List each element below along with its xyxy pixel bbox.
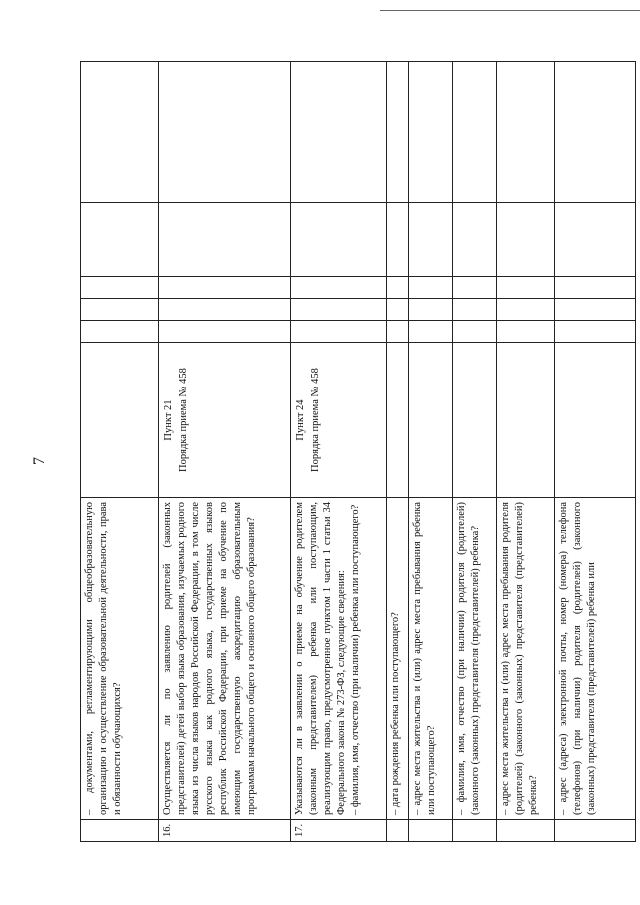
answer-no-cell xyxy=(555,299,636,321)
question-item: – фамилия, имя, отчество (при наличии) ребенка или поступающего? xyxy=(350,504,361,815)
answer-na-cell xyxy=(497,277,555,299)
note-cell xyxy=(497,203,555,277)
comment-cell xyxy=(497,62,555,203)
reference-cell xyxy=(555,343,636,498)
comment-cell xyxy=(159,62,291,203)
answer-yes-cell xyxy=(387,321,409,343)
row-number xyxy=(409,820,453,842)
table-row xyxy=(497,62,555,842)
answer-na-cell xyxy=(409,277,453,299)
question-text: Осуществляется ли по заявлению родителей (законных представителей) детей выбор языка образования, изучаемых родного языка из числа языков народов Российской Федерации, в том числе русского языка как родного языка, государственных языков республик Российской Федерации, при приеме на обучение по имеющим государственную аккредитацию образовательным программам начального общего и основного общего образования? xyxy=(159,498,291,820)
row-number: 17. xyxy=(291,820,387,842)
answer-na-cell xyxy=(387,277,409,299)
note-cell xyxy=(555,203,636,277)
comment-cell xyxy=(409,62,453,203)
answer-na-cell xyxy=(81,277,159,299)
checklist-table xyxy=(80,61,636,842)
scan-edge-line xyxy=(380,10,640,11)
answer-no-cell xyxy=(291,299,387,321)
answer-na-cell xyxy=(159,277,291,299)
reference-document: Порядка приема № 458 xyxy=(310,368,321,472)
reference-clause: Пункт 21 xyxy=(163,399,174,441)
table-row xyxy=(291,62,387,842)
answer-yes-cell xyxy=(497,321,555,343)
answer-na-cell xyxy=(291,277,387,299)
answer-no-cell xyxy=(387,299,409,321)
row-number xyxy=(81,820,159,842)
comment-cell xyxy=(291,62,387,203)
answer-yes-cell xyxy=(409,321,453,343)
question-text: – адрес места жительства и (или) адрес места пребывания ребенка или поступающего? xyxy=(409,498,453,820)
reference-cell xyxy=(291,343,387,498)
row-number: 16. xyxy=(159,820,291,842)
question-text: – дата рождения ребенка или поступающего? xyxy=(387,498,409,820)
reference-cell xyxy=(409,343,453,498)
question-text: – фамилия, имя, отчество (при наличии) родителя (родителей) (законного (законных) представителя (представителей) ребенка? xyxy=(453,498,497,820)
question-intro: Указываются ли в заявлении о приеме на обучение родителем (законным представителем) ребенка или поступающим, реализующим право, предусмотренное пунктом 1 части 1 статьи 34 Федерального закона № 273-ФЗ, следующие сведения: xyxy=(294,502,347,815)
question-text: – адрес (адреса) электронной почты, номер (номера) телефона (телефонов) (при наличии) родителя (родителей) (законного (законных) представителя (представителей) ребенка или xyxy=(555,498,636,820)
note-cell xyxy=(291,203,387,277)
question-text xyxy=(291,498,387,820)
note-cell xyxy=(387,203,409,277)
answer-yes-cell xyxy=(555,321,636,343)
row-number xyxy=(387,820,409,842)
table-row xyxy=(409,62,453,842)
answer-yes-cell xyxy=(453,321,497,343)
table-row xyxy=(81,62,159,842)
answer-yes-cell xyxy=(159,321,291,343)
answer-no-cell xyxy=(159,299,291,321)
rotated-table-frame xyxy=(80,62,635,842)
row-number xyxy=(453,820,497,842)
reference-cell xyxy=(387,343,409,498)
note-cell xyxy=(409,203,453,277)
answer-no-cell xyxy=(453,299,497,321)
comment-cell xyxy=(387,62,409,203)
reference-cell xyxy=(497,343,555,498)
reference-cell xyxy=(159,343,291,498)
table-row xyxy=(555,62,636,842)
question-text: – адрес места жительства и (или) адрес места пребывания родителя (родителей) (законного (законных) представителя (представителей) ребенка? xyxy=(497,498,555,820)
page-number: 7 xyxy=(31,457,48,465)
reference-document: Порядка приема № 458 xyxy=(178,368,189,472)
answer-no-cell xyxy=(497,299,555,321)
answer-na-cell xyxy=(453,277,497,299)
answer-yes-cell xyxy=(81,321,159,343)
table-row xyxy=(453,62,497,842)
answer-na-cell xyxy=(555,277,636,299)
answer-yes-cell xyxy=(291,321,387,343)
reference-clause: Пункт 24 xyxy=(295,399,306,441)
answer-no-cell xyxy=(81,299,159,321)
comment-cell xyxy=(453,62,497,203)
note-cell xyxy=(453,203,497,277)
note-cell xyxy=(81,203,159,277)
table-row xyxy=(387,62,409,842)
comment-cell xyxy=(555,62,636,203)
table-row xyxy=(159,62,291,842)
reference-cell xyxy=(81,343,159,498)
question-text: – документами, регламентирующими общеобразовательную организацию и осуществление образовательной деятельности, права и обязанности обучающихся? xyxy=(81,498,159,820)
reference-cell xyxy=(453,343,497,498)
answer-no-cell xyxy=(409,299,453,321)
row-number xyxy=(555,820,636,842)
row-number xyxy=(497,820,555,842)
comment-cell xyxy=(81,62,159,203)
note-cell xyxy=(159,203,291,277)
